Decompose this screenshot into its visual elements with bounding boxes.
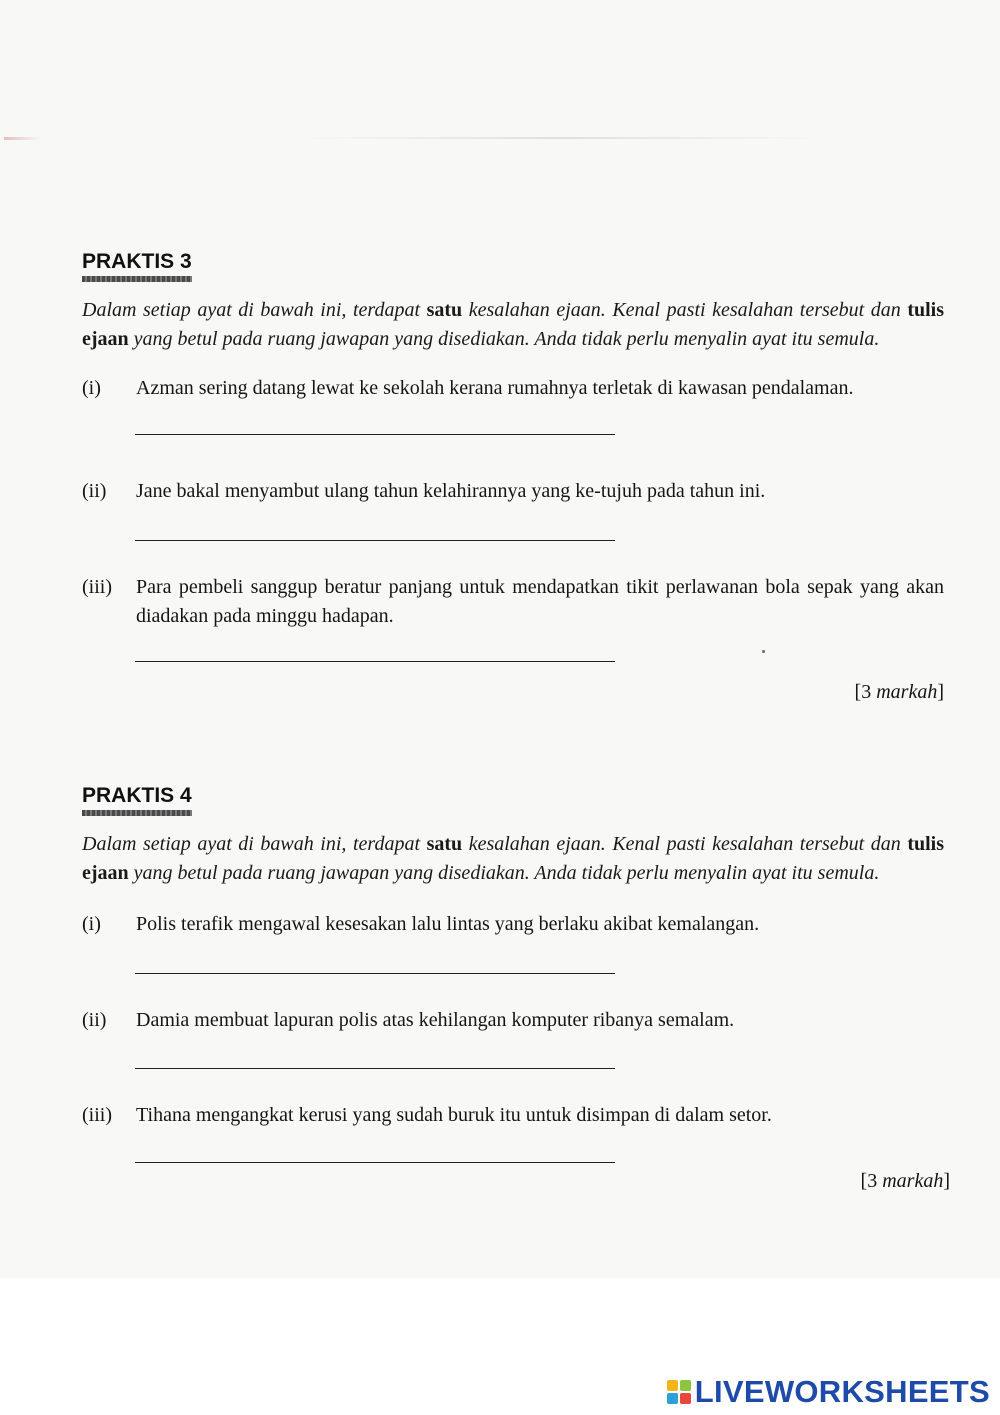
question-number: (iii) [82,576,112,598]
section-heading: PRAKTIS 4 [82,784,192,816]
question-text: Azman sering datang lewat ke sekolah kerana rumahnya terletak di kawasan pendalaman. [136,377,854,399]
logo-square [667,1393,678,1404]
answer-field[interactable] [135,1162,615,1163]
question-number: (i) [82,377,101,399]
marks-close: ] [937,681,944,703]
brand-name: LIVEWORKSHEETS [694,1374,990,1409]
logo-square [680,1393,691,1404]
question-text: Para pembeli sanggup beratur panjang untuk mendapatkan tikit perlawanan bola sepak yang akan diadakan pada minggu hadapan. [136,576,944,627]
instruction-bold: tulis ejaan [82,299,944,350]
liveworksheets-logo[interactable] [667,1372,990,1412]
marks-label [82,678,944,706]
question-number: (ii) [82,480,107,502]
instruction-bold: tulis ejaan [82,833,944,884]
answer-field[interactable] [135,661,615,662]
marks-open: [3 [854,681,877,703]
instruction-text [82,830,944,888]
question-list [82,374,944,662]
liveworksheets-logo-icon [667,1380,691,1404]
instruction-part: yang betul pada ruang jawapan yang disediakan. Anda tidak perlu menyalin ayat itu semula. [128,328,880,350]
praktis-3-section [82,250,944,706]
answer-field[interactable] [135,1068,615,1069]
answer-field[interactable] [135,540,615,541]
scan-speck [762,650,765,653]
section-heading: PRAKTIS 3 [82,250,192,282]
instruction-part: kesalahan ejaan. Kenal pasti kesalahan tersebut dan [462,299,908,321]
question-list [82,910,944,1163]
question-item [82,573,944,631]
question-text: Tihana mengangkat kerusi yang sudah buruk itu untuk disimpan di dalam setor. [136,1104,772,1126]
marks-open: [3 [860,1170,883,1192]
question-item [82,1101,944,1130]
question-number: (ii) [82,1009,107,1031]
question-text: Damia membuat lapuran polis atas kehilangan komputer ribanya semalam. [136,1009,735,1031]
question-item [82,374,944,403]
marks-close: ] [943,1170,950,1192]
instruction-bold: satu [426,833,463,855]
question-text: Jane bakal menyambut ulang tahun kelahirannya yang ke-tujuh pada tahun ini. [136,480,766,502]
logo-square [680,1380,691,1391]
question-item [82,910,944,939]
question-number: (i) [82,913,101,935]
question-number: (iii) [82,1104,112,1126]
question-item [82,477,944,506]
praktis-4-section [82,784,950,1195]
scan-shadow-line [300,137,820,139]
instruction-bold: satu [426,299,463,321]
scan-edge-mark [4,137,40,140]
answer-field[interactable] [135,973,615,974]
instruction-part: kesalahan ejaan. Kenal pasti kesalahan tersebut dan [462,833,908,855]
instruction-part: Dalam setiap ayat di bawah ini, terdapat [82,299,427,321]
marks-label [82,1167,950,1195]
instruction-part: Dalam setiap ayat di bawah ini, terdapat [82,833,427,855]
logo-square [667,1380,678,1391]
marks-word: markah [876,681,938,703]
instruction-part: yang betul pada ruang jawapan yang disediakan. Anda tidak perlu menyalin ayat itu semula. [128,862,880,884]
answer-field[interactable] [135,434,615,435]
question-text: Polis terafik mengawal kesesakan lalu lintas yang berlaku akibat kemalangan. [136,913,760,935]
marks-word: markah [882,1170,944,1192]
instruction-text [82,296,944,354]
question-item [82,1006,944,1035]
